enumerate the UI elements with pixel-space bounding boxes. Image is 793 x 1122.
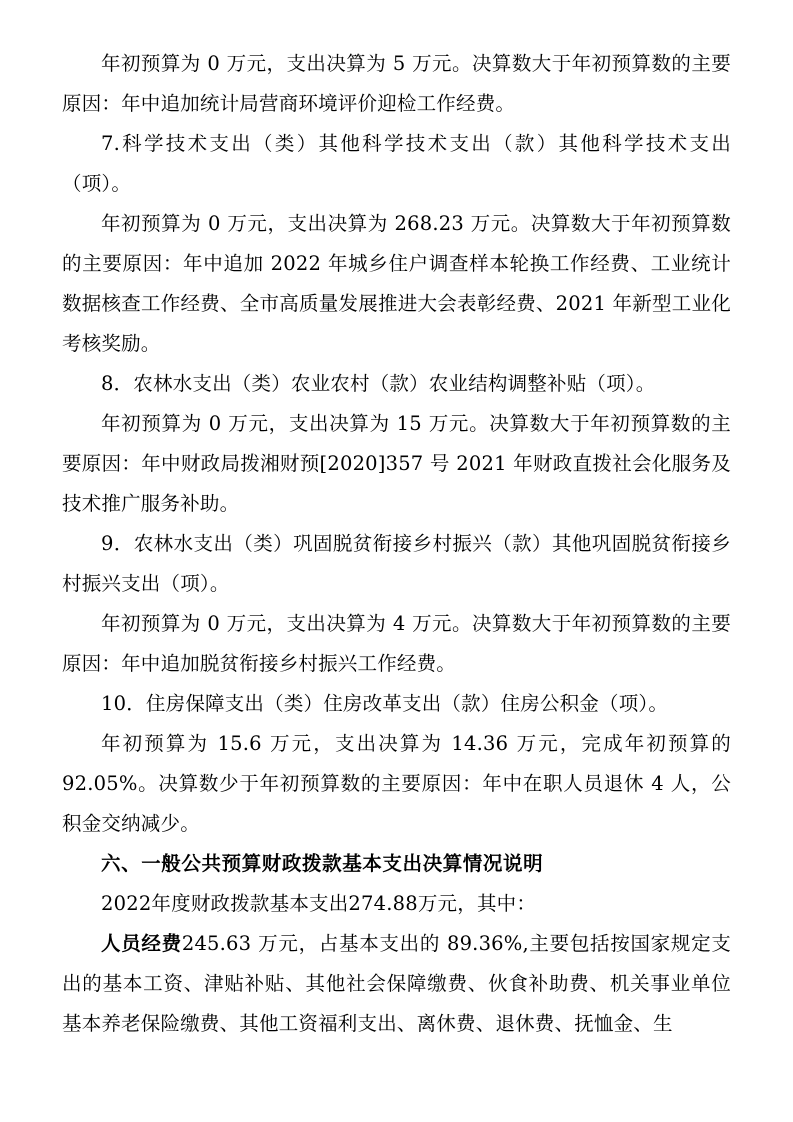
section-heading-six: 六、一般公共预算财政拨款基本支出决算情况说明 xyxy=(101,852,544,875)
paragraph-item-9-detail: 年初预算为 0 万元，支出决算为 4 万元。决算数大于年初预算数的主要原因：年中追加脱贫衔接乡村振兴工作经费。 xyxy=(62,612,731,675)
paragraph-item-7-detail: 年初预算为 0 万元，支出决算为 268.23 万元。决算数大于年初预算数的主要原因：年中追加 2022 年城乡住户调查样本轮换工作经费、工业统计数据核查工作经费、全市高质量发展推进大会表彰经费、2021 年新型工业化考核奖励。 xyxy=(62,212,731,355)
personnel-expense-text: 245.63 万元，占基本支出的 89.36%,主要包括按国家规定支出的基本工资、津贴补贴、其他社会保障缴费、伙食补助费、机关事业单位基本养老保险缴费、其他工资福利支出、离休费、退休费、抚恤金、生 xyxy=(62,932,731,1035)
document-body xyxy=(62,44,731,1044)
paragraph-item-10-title: 10．住房保障支出（类）住房改革支出（款）住房公积金（项）。 xyxy=(101,692,669,715)
paragraph-basic-expenditure-total: 2022年度财政拨款基本支出274.88万元，其中： xyxy=(101,892,537,915)
personnel-expense-label: 人员经费 xyxy=(101,932,182,955)
paragraph-item-7-title: 7.科学技术支出（类）其他科学技术支出（款）其他科学技术支出（项）。 xyxy=(62,132,731,195)
paragraph-budget-item-6-detail: 年初预算为 0 万元，支出决算为 5 万元。决算数大于年初预算数的主要原因：年中追加统计局营商环境评价迎检工作经费。 xyxy=(62,52,731,115)
paragraph-item-9-title: 9．农林水支出（类）巩固脱贫衔接乡村振兴（款）其他巩固脱贫衔接乡村振兴支出（项）。 xyxy=(62,532,731,595)
paragraph-item-8-title: 8．农林水支出（类）农业农村（款）农业结构调整补贴（项）。 xyxy=(101,372,656,395)
paragraph-item-8-detail: 年初预算为 0 万元，支出决算为 15 万元。决算数大于年初预算数的主要原因：年中财政局拨湘财预[2020]357 号 2021 年财政直拨社会化服务及技术推广服务补助。 xyxy=(62,412,731,515)
paragraph-item-10-detail: 年初预算为 15.6 万元，支出决算为 14.36 万元，完成年初预算的 92.05%。决算数少于年初预算数的主要原因：年中在职人员退休 4 人，公积金交纳减少。 xyxy=(62,732,731,835)
paragraph-personnel-expense xyxy=(62,924,731,1044)
